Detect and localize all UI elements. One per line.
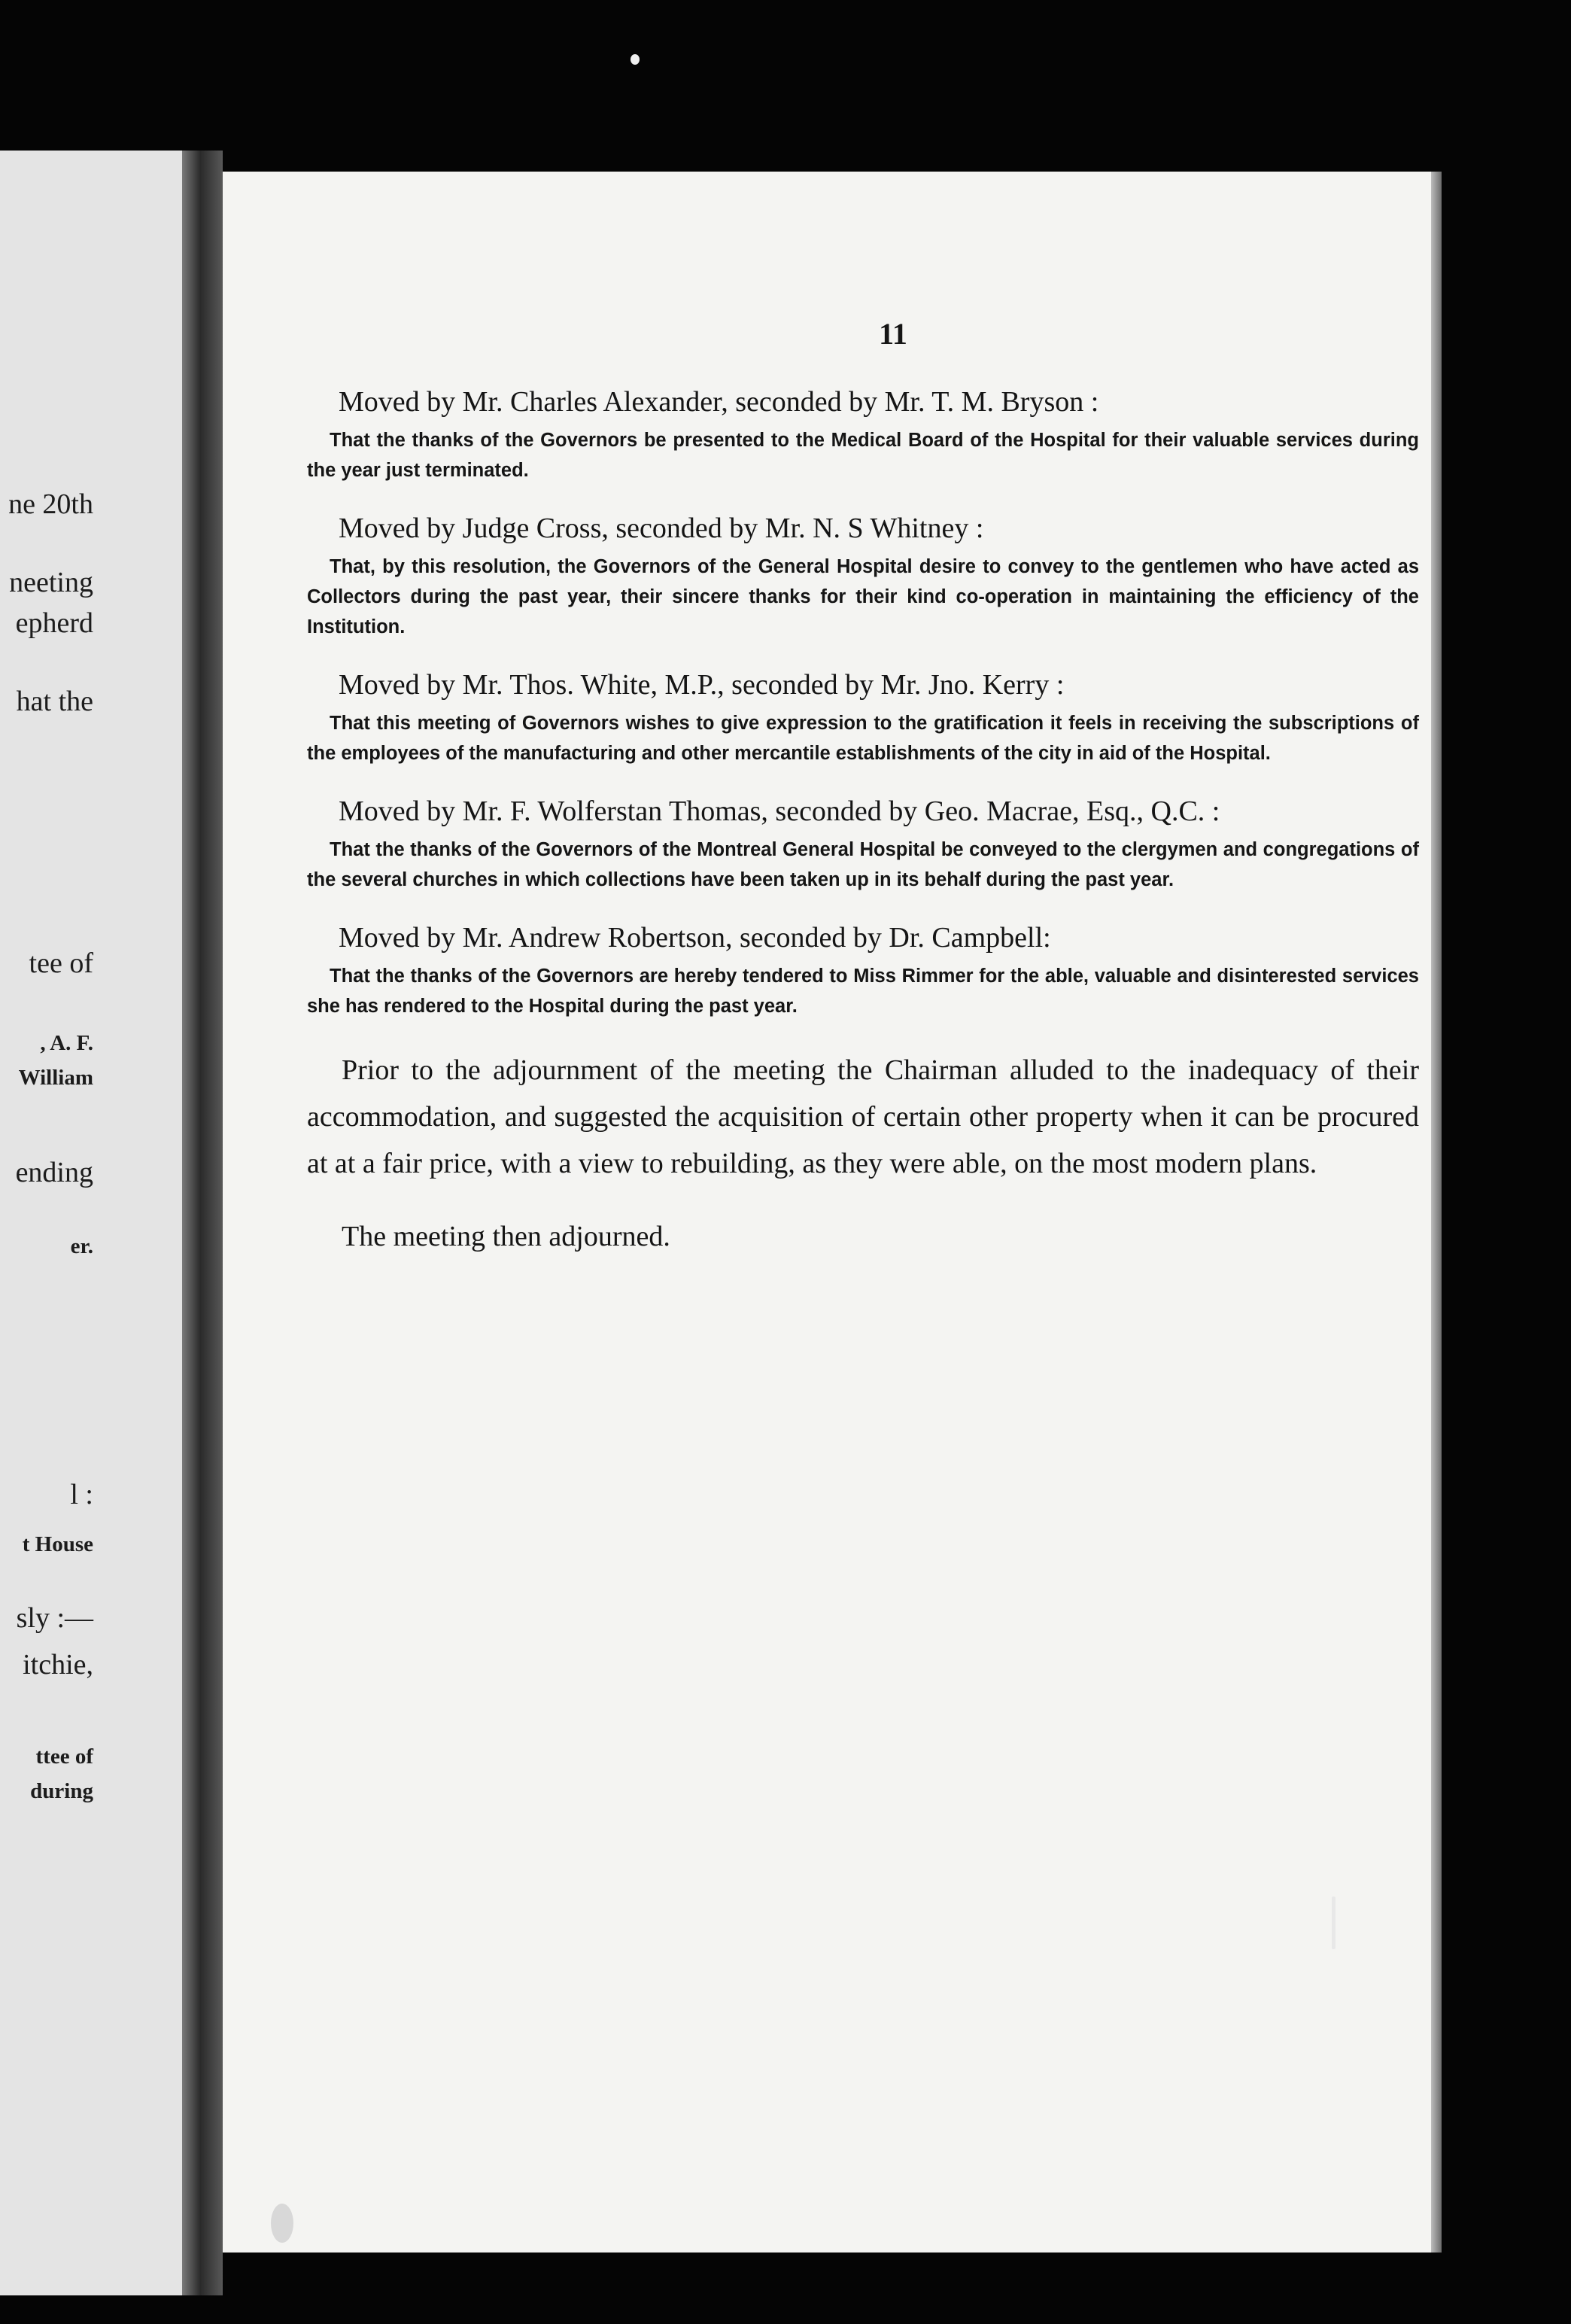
- motion-resolution: That this meeting of Governors wishes to give expression to the gratification it feels in receiving the subscriptions of the employees of the manufacturing and other mercantile establishments of the city in aid of the Hospital.: [307, 713, 1419, 764]
- motion-resolution: That the thanks of the Governors are hereby tendered to Miss Rimmer for the able, valuable and disinterested services she has rendered to the Hospital during the past year.: [307, 966, 1419, 1017]
- left-fragment: t House: [22, 1532, 93, 1556]
- motion-mover: Moved by Mr. Thos. White, M.P., seconded by Mr. Jno. Kerry :: [339, 669, 1065, 701]
- left-fragment: William: [18, 1066, 93, 1090]
- left-fragment: tee of: [29, 948, 93, 979]
- left-fragment: during: [30, 1779, 93, 1803]
- motion-mover: Moved by Mr. Charles Alexander, seconded by Mr. T. M. Bryson :: [339, 386, 1099, 418]
- page-content: [307, 316, 1419, 1253]
- left-fragment: ttee of: [35, 1745, 93, 1769]
- motion-mover: Moved by Mr. F. Wolferstan Thomas, seconded by Geo. Macrae, Esq., Q.C. :: [339, 795, 1220, 827]
- scan-speck: [1332, 1897, 1336, 1949]
- motion-mover: Moved by Mr. Andrew Robertson, seconded by Dr. Campbell:: [339, 922, 1051, 954]
- page-number: 11: [879, 317, 907, 351]
- motion-block: [307, 511, 1419, 642]
- closing-paragraph: Prior to the adjournment of the meeting the Chairman alluded to the inadequacy of their accommodation, and suggested the acquisition of certain other property when it can be procured at at a fair price, with a view to rebuilding, as they were able, on the most modern plans.: [307, 1054, 1419, 1179]
- motion-resolution: That, by this resolution, the Governors of the General Hospital desire to convey to the gentlemen who have acted as Collectors during the past year, their sincere thanks for their kind co-operation in maintaining the efficiency of the Institution.: [307, 556, 1419, 637]
- motion-block: [307, 920, 1419, 1021]
- left-fragment: sly :—: [16, 1602, 93, 1634]
- left-fragment: , A. F.: [40, 1031, 93, 1055]
- left-fragment: neeting: [9, 567, 93, 598]
- left-fragment: ne 20th: [8, 488, 93, 520]
- adjournment-line: The meeting then adjourned.: [342, 1221, 670, 1252]
- motion-block: [307, 668, 1419, 768]
- motion-block: [307, 385, 1419, 485]
- left-fragment: l :: [70, 1479, 93, 1510]
- scan-speck: [271, 2204, 293, 2243]
- motion-block: [307, 794, 1419, 895]
- scan-speck: [631, 54, 640, 65]
- left-fragment: epherd: [15, 607, 93, 639]
- left-fragment: ending: [15, 1157, 93, 1188]
- previous-page-edge: [0, 151, 197, 2295]
- left-fragment: hat the: [16, 686, 93, 717]
- left-fragment: itchie,: [23, 1649, 93, 1681]
- left-fragment: er.: [70, 1234, 93, 1258]
- document-page: [223, 172, 1431, 2253]
- motion-resolution: That the thanks of the Governors be presented to the Medical Board of the Hospital for their valuable services during the year just terminated.: [307, 430, 1419, 481]
- page-edge-shadow: [1431, 172, 1442, 2253]
- motion-mover: Moved by Judge Cross, seconded by Mr. N. S Whitney :: [339, 513, 984, 544]
- motion-resolution: That the thanks of the Governors of the Montreal General Hospital be conveyed to the clergymen and congregations of the several churches in which collections have been taken up in its behalf during the past year.: [307, 839, 1419, 890]
- book-gutter: [182, 151, 223, 2295]
